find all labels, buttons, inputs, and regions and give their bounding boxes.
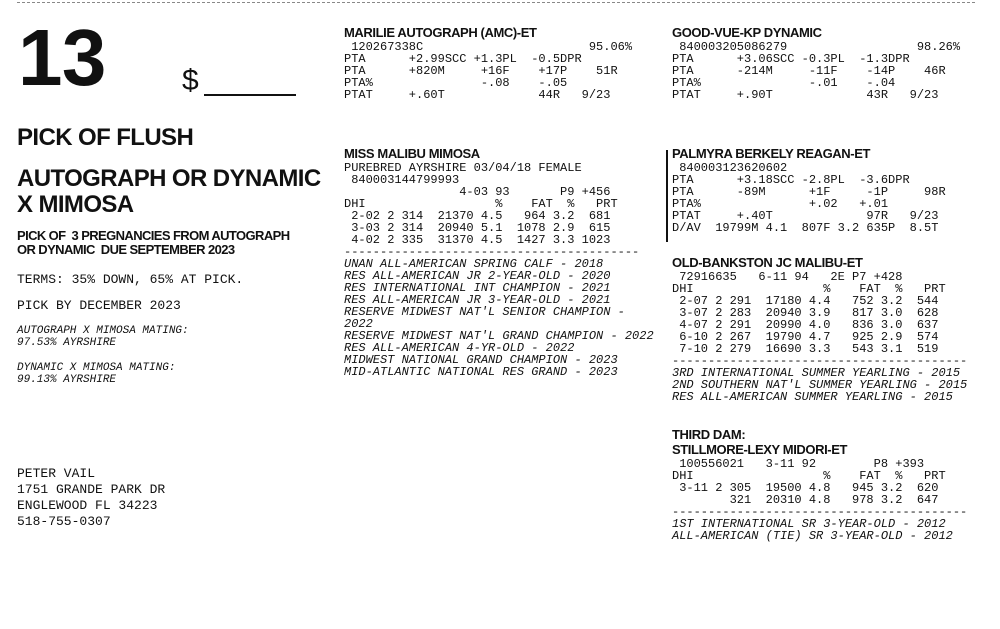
contact-name: PETER VAIL — [17, 466, 96, 481]
second-dam-block — [672, 256, 992, 403]
second-dam-line: DHI % FAT % PRT — [672, 282, 946, 296]
second-dam-award: 3RD INTERNATIONAL SUMMER YEARLING - 2015 — [672, 366, 961, 380]
dam-line: PUREBRED AYRSHIRE 03/04/18 FEMALE — [344, 161, 582, 175]
dam-award: RESERVE MIDWEST NAT'L SENIOR CHAMPION - 2022 — [344, 305, 625, 331]
third-dam-label: THIRD DAM: — [672, 427, 746, 442]
mating-label: DYNAMIC X MIMOSA MATING: — [17, 362, 176, 374]
sire-name: MARILIE AUTOGRAPH (AMC)-ET — [344, 25, 537, 40]
vertical-divider — [666, 150, 668, 242]
sire-line: PTAT +.60T 44R 9/23 — [344, 88, 611, 102]
lot-number: 13 — [18, 13, 106, 102]
dam-line: 840003144799993 — [344, 173, 460, 187]
second-dam-separator: ----------------------------------------- — [672, 355, 968, 367]
dam-name: MISS MALIBU MIMOSA — [344, 146, 480, 161]
mating-dynamic — [17, 362, 175, 386]
price-blank-line — [204, 94, 296, 96]
dam-sire-line: PTA% +.02 +.01 — [672, 197, 889, 211]
dam-award: RES ALL-AMERICAN JR 2-YEAR-OLD - 2020 — [344, 269, 611, 283]
third-dam-line: 3-11 2 305 19500 4.8 945 3.2 620 — [672, 481, 939, 495]
third-dam-award: 1ST INTERNATIONAL SR 3-YEAR-OLD - 2012 — [672, 517, 946, 531]
price-symbol: $ — [182, 64, 199, 97]
sire-name: GOOD-VUE-KP DYNAMIC — [672, 25, 822, 40]
mating-autograph — [17, 325, 189, 349]
dam-line: 4-03 93 P9 +456 — [344, 185, 611, 199]
sire-line: PTAT +.90T 43R 9/23 — [672, 88, 939, 102]
second-dam-award: RES ALL-AMERICAN SUMMER YEARLING - 2015 — [672, 390, 953, 404]
dam-award: MID-ATLANTIC NATIONAL RES GRAND - 2023 — [344, 365, 618, 379]
third-dam-block — [672, 428, 992, 542]
headline: PICK OF FLUSH — [17, 124, 194, 151]
third-dam-award: ALL-AMERICAN (TIE) SR 3-YEAR-OLD - 2012 — [672, 529, 953, 543]
contact-block — [17, 466, 165, 530]
dam-sire-line: PTA +3.18SCC -2.8PL -3.6DPR — [672, 173, 910, 187]
third-dam-separator: ----------------------------------------- — [672, 506, 968, 518]
second-dam-line: 6-10 2 267 19790 4.7 925 2.9 574 — [672, 330, 939, 344]
third-dam-line: 321 20310 4.8 978 3.2 647 — [672, 493, 939, 507]
sire-line: 840003205086279 98.26% — [672, 40, 961, 54]
dam-award: MIDWEST NATIONAL GRAND CHAMPION - 2023 — [344, 353, 618, 367]
sire-line: PTA% -.08 -.05 — [344, 76, 568, 90]
second-dam-line: 72916635 6-11 94 2E P7 +428 — [672, 270, 903, 284]
sire-line: PTA +2.99SCC +1.3PL -0.5DPR — [344, 52, 582, 66]
top-divider — [17, 2, 975, 3]
dam-block — [344, 147, 660, 378]
terms-text: TERMS: 35% DOWN, 65% AT PICK. — [17, 272, 244, 287]
dam-sire-name: PALMYRA BERKELY REAGAN-ET — [672, 146, 871, 161]
cross-title — [17, 166, 321, 218]
pregnancies-text — [17, 229, 290, 257]
second-dam-name: OLD-BANKSTON JC MALIBU-ET — [672, 255, 863, 270]
dam-line: 4-02 2 335 31370 4.5 1427 3.3 1023 — [344, 233, 611, 247]
second-dam-line: 2-07 2 291 17180 4.4 752 3.2 544 — [672, 294, 939, 308]
contact-phone: 518-755-0307 — [17, 514, 111, 529]
third-dam-line: DHI % FAT % PRT — [672, 469, 946, 483]
third-dam-line: 100556021 3-11 92 P8 +393 — [672, 457, 925, 471]
sire-autograph-block — [344, 26, 654, 101]
sire-line: PTA -214M -11F -14P 46R — [672, 64, 946, 78]
cross-line: AUTOGRAPH OR DYNAMIC — [17, 165, 321, 192]
mating-value: 99.13% AYRSHIRE — [17, 374, 117, 386]
second-dam-line: 7-10 2 279 16690 3.3 543 3.1 519 — [672, 342, 939, 356]
sire-line: PTA% -.01 -.04 — [672, 76, 896, 90]
sire-line: PTA +820M +16F +17P 51R — [344, 64, 618, 78]
mating-value: 97.53% AYRSHIRE — [17, 337, 117, 349]
sire-dynamic-block — [672, 26, 982, 101]
pregnancies-line: OR DYNAMIC DUE SEPTEMBER 2023 — [17, 242, 235, 257]
second-dam-line: 3-07 2 283 20940 3.9 817 3.0 628 — [672, 306, 939, 320]
dam-line: 3-03 2 314 20940 5.1 1078 2.9 615 — [344, 221, 611, 235]
dam-sire-block — [672, 147, 992, 234]
second-dam-award: 2ND SOUTHERN NAT'L SUMMER YEARLING - 2015 — [672, 378, 968, 392]
cross-line: X MIMOSA — [17, 191, 134, 218]
dam-line: DHI % FAT % PRT — [344, 197, 618, 211]
dam-sire-line: D/AV 19799M 4.1 807F 3.2 635P 8.5T — [672, 221, 939, 235]
contact-address: 1751 GRANDE PARK DR — [17, 482, 166, 497]
pregnancies-line: PICK OF 3 PREGNANCIES FROM AUTOGRAPH — [17, 228, 290, 243]
dam-sire-line: PTA -89M +1F -1P 98R — [672, 185, 946, 199]
pick-by-text: PICK BY DECEMBER 2023 — [17, 298, 181, 313]
dam-award: UNAN ALL-AMERICAN SPRING CALF - 2018 — [344, 257, 604, 271]
third-dam-name: STILLMORE-LEXY MIDORI-ET — [672, 442, 848, 457]
dam-separator: ----------------------------------------- — [344, 246, 640, 258]
dam-award: RES ALL-AMERICAN 4-YR-OLD - 2022 — [344, 341, 575, 355]
dam-award: RESERVE MIDWEST NAT'L GRAND CHAMPION - 2022 — [344, 329, 654, 343]
sire-line: PTA +3.06SCC -0.3PL -1.3DPR — [672, 52, 910, 66]
dam-award: RES ALL-AMERICAN JR 3-YEAR-OLD - 2021 — [344, 293, 611, 307]
dam-award: RES INTERNATIONAL INT CHAMPION - 2021 — [344, 281, 611, 295]
dam-sire-line: PTAT +.40T 97R 9/23 — [672, 209, 939, 223]
sire-line: 120267338C 95.06% — [344, 40, 633, 54]
dam-line: 2-02 2 314 21370 4.5 964 3.2 681 — [344, 209, 611, 223]
contact-city: ENGLEWOOD FL 34223 — [17, 498, 158, 513]
second-dam-line: 4-07 2 291 20990 4.0 836 3.0 637 — [672, 318, 939, 332]
mating-label: AUTOGRAPH X MIMOSA MATING: — [17, 325, 189, 337]
dam-sire-line: 840003123620602 — [672, 161, 788, 175]
